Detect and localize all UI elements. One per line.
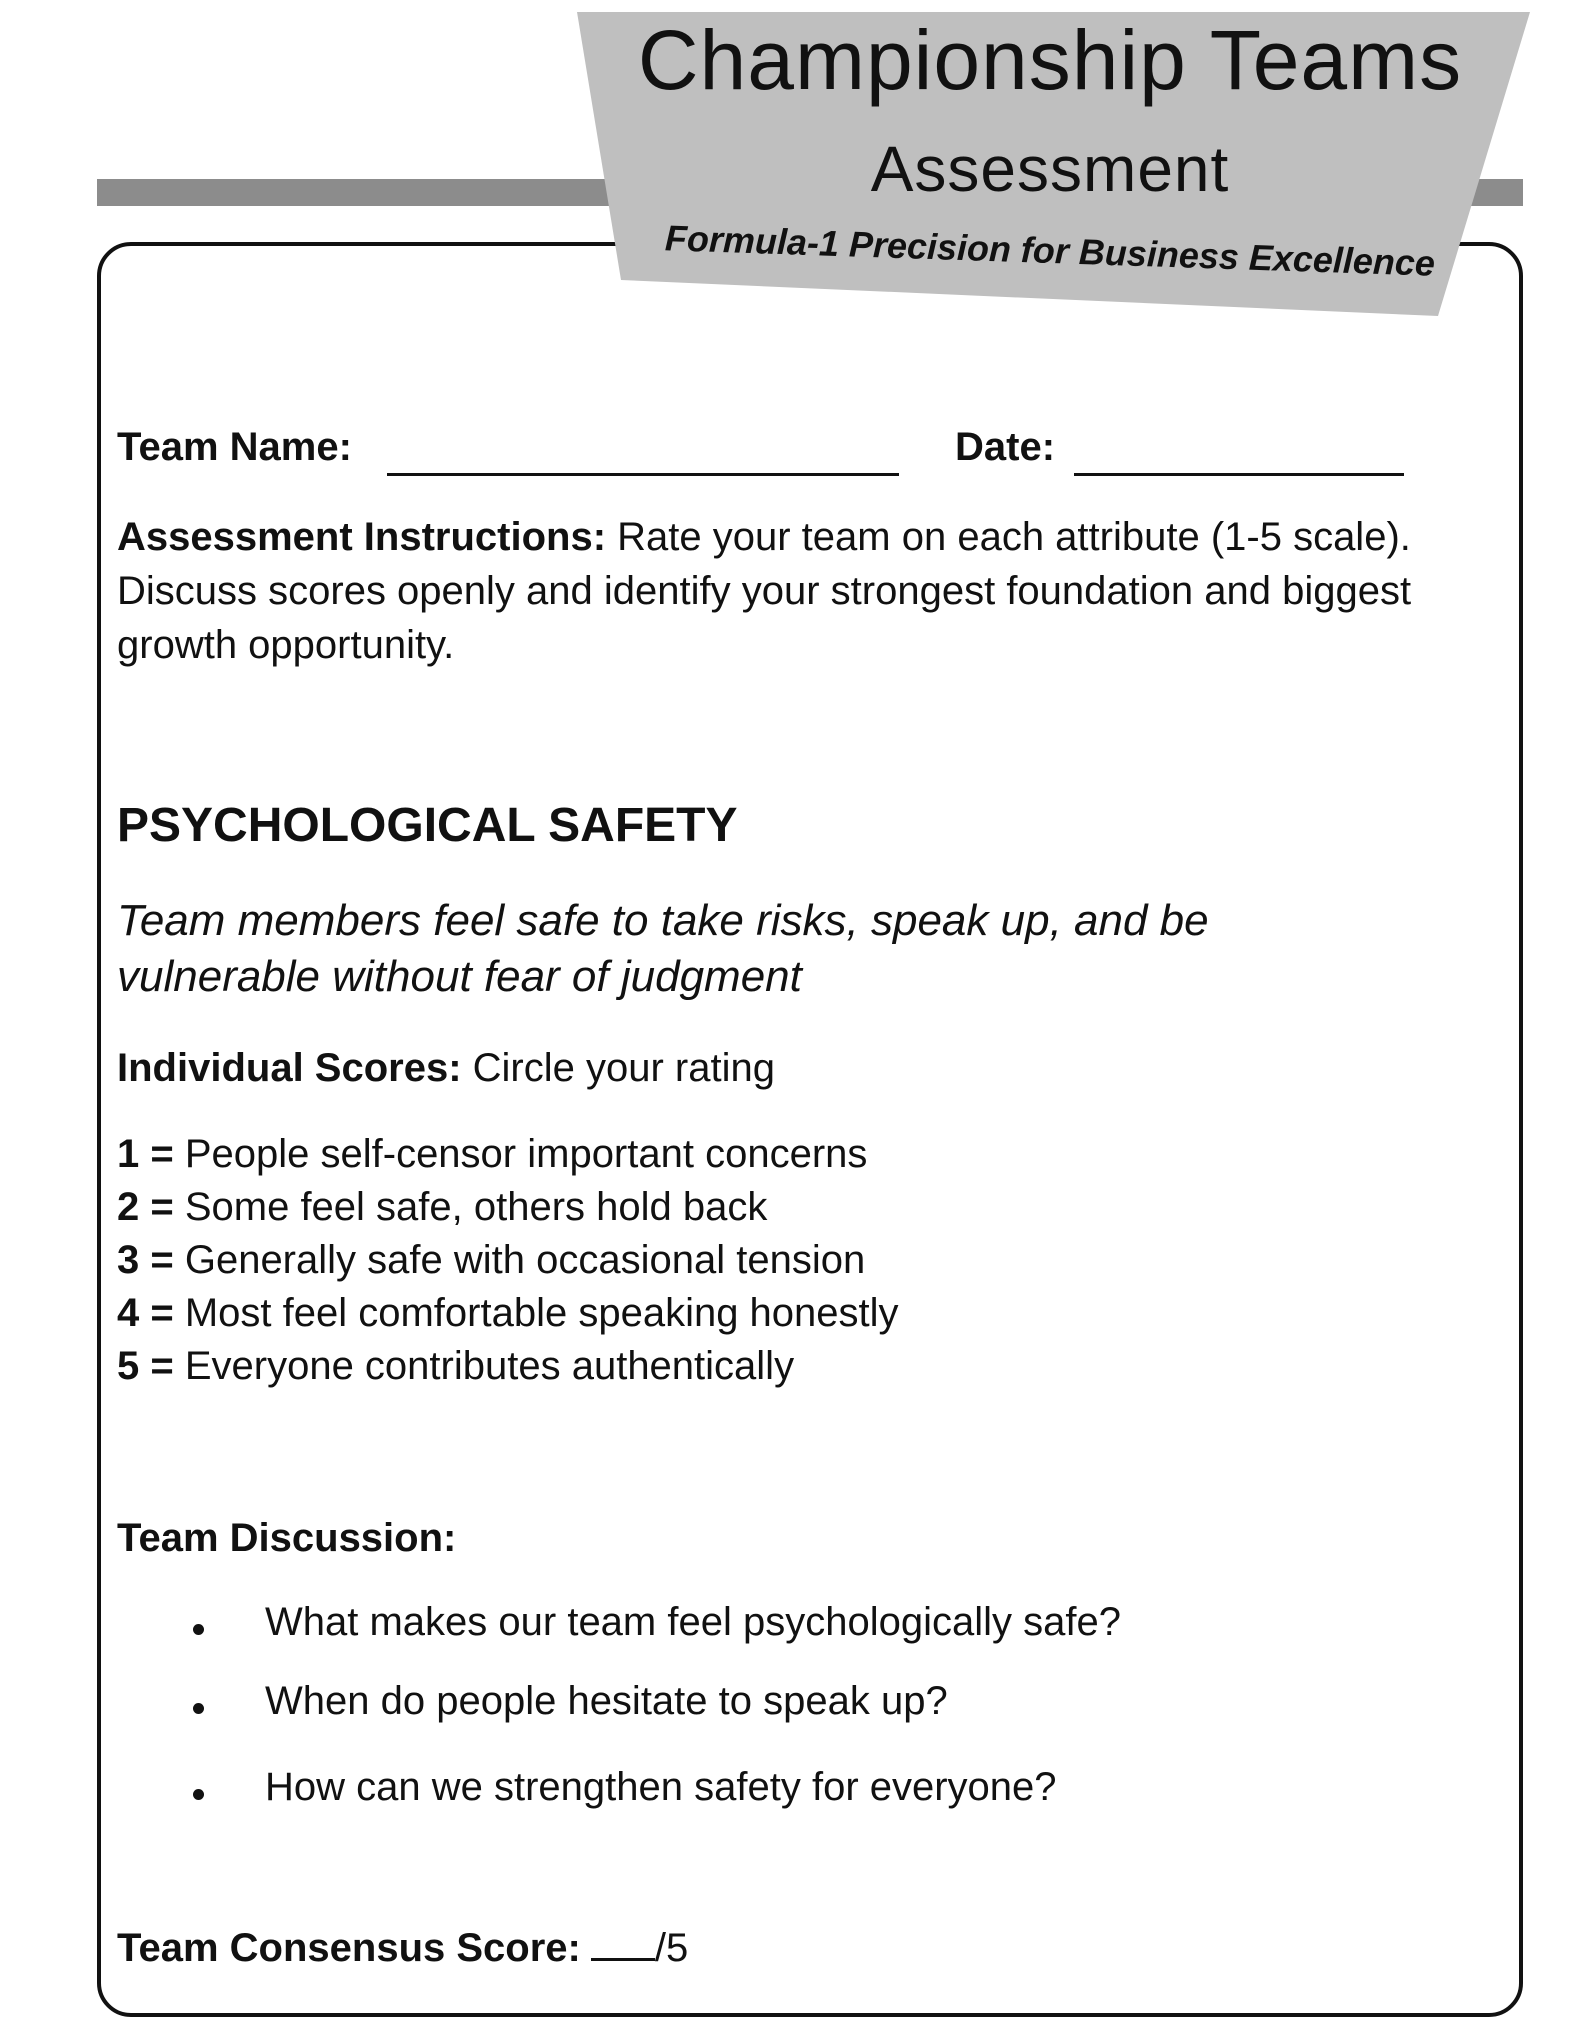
individual-scores-heading: [117, 1046, 1497, 1091]
rating-text: Generally safe with occasional tension: [173, 1238, 866, 1282]
section-title: PSYCHOLOGICAL SAFETY: [117, 799, 738, 852]
page-tagline: Formula-1 Precision for Business Excellence: [664, 217, 1436, 284]
discussion-question-text: What makes our team feel psychologically safe?: [265, 1600, 1121, 1644]
rating-scale-item: [117, 1340, 1497, 1393]
consensus-score-field[interactable]: [591, 1922, 655, 1961]
bullet-icon: [193, 1624, 204, 1635]
team-consensus-score: [117, 1922, 1497, 1971]
team-name-label: Team Name:: [117, 425, 352, 469]
consensus-suffix: /5: [654, 1926, 689, 1970]
title-banner: [0, 0, 1576, 330]
rating-key: 4 =: [117, 1291, 174, 1335]
bullet-icon: [193, 1703, 204, 1714]
rating-text: People self-censor important concerns: [173, 1132, 868, 1176]
rating-text: Most feel comfortable speaking honestly: [173, 1291, 899, 1335]
instructions-label: Assessment Instructions:: [117, 515, 607, 559]
discussion-question-text: How can we strengthen safety for everyone?: [265, 1765, 1057, 1809]
rating-text: Some feel safe, others hold back: [173, 1185, 768, 1229]
header-fields-row: [117, 425, 1497, 485]
rating-scale-list: [117, 1128, 1497, 1393]
rating-text: Everyone contributes authentically: [173, 1344, 795, 1388]
instructions-text: Rate your team on each attribute (1-5 scale). Discuss scores openly and identify your strongest foundation and biggest growth opportunity.: [117, 515, 1412, 667]
team-discussion-title: Team Discussion:: [117, 1516, 457, 1560]
rating-key: 5 =: [117, 1344, 174, 1388]
page-subtitle: Assessment: [870, 133, 1230, 205]
individual-scores-hint: Circle your rating: [461, 1046, 775, 1090]
page-title: Championship Teams: [637, 13, 1463, 107]
rating-scale-item: [117, 1287, 1497, 1340]
rating-key: 3 =: [117, 1238, 174, 1282]
rating-key: 1 =: [117, 1132, 174, 1176]
date-field[interactable]: [1074, 473, 1404, 476]
discussion-question-text: When do people hesitate to speak up?: [265, 1679, 948, 1723]
rating-scale-item: [117, 1128, 1497, 1181]
rating-scale-item: [117, 1181, 1497, 1234]
assessment-instructions: [117, 510, 1497, 672]
rating-key: 2 =: [117, 1185, 174, 1229]
individual-scores-label: Individual Scores:: [117, 1046, 462, 1090]
team-name-field[interactable]: [387, 473, 899, 476]
date-label: Date:: [955, 425, 1056, 469]
section-description: Team members feel safe to take risks, speak up, and be vulnerable without fear of judgment: [117, 896, 1209, 1001]
rating-scale-item: [117, 1234, 1497, 1287]
bullet-icon: [193, 1789, 204, 1800]
consensus-label: Team Consensus Score:: [117, 1926, 581, 1970]
